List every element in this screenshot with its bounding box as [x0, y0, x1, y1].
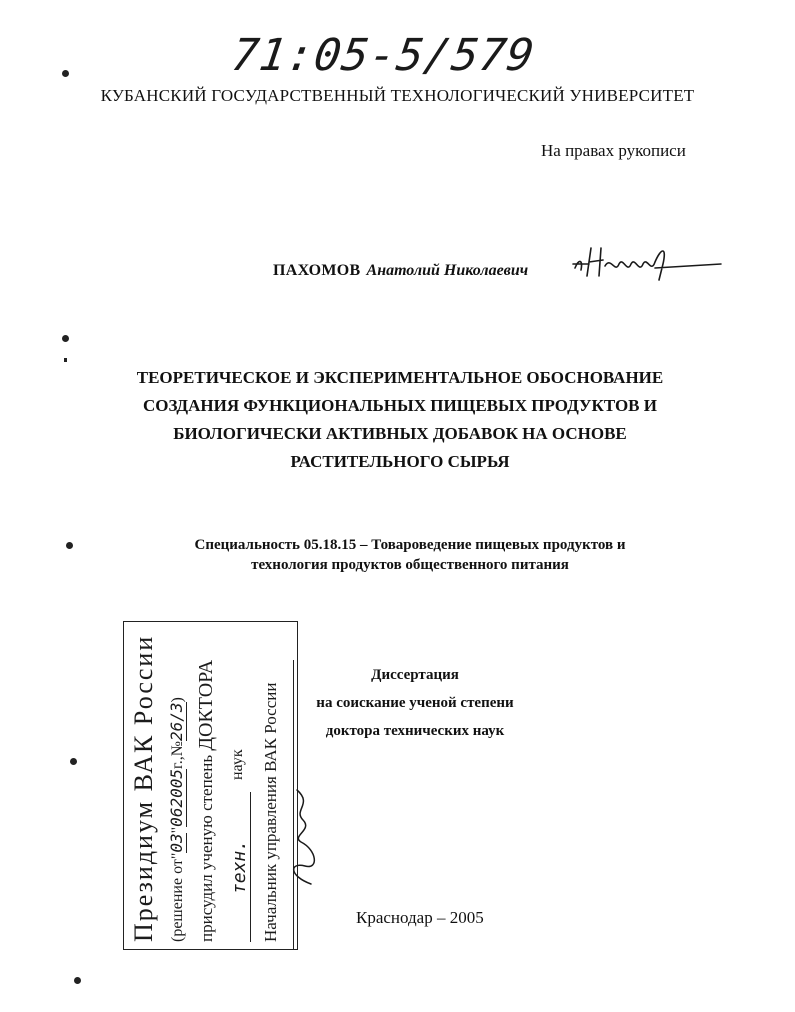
decision-year: 2005	[167, 769, 186, 808]
dissertation-title	[100, 364, 700, 476]
decision-prefix: (решение от	[169, 859, 186, 942]
awarded-degree: ДОКТОРА	[195, 659, 217, 751]
punch-hole-mark	[64, 358, 67, 362]
specialty-line: Специальность 05.18.15 – Товароведение пищевых продуктов и	[194, 537, 626, 553]
title-line: СОЗДАНИЯ ФУНКЦИОНАЛЬНЫХ ПИЩЕВЫХ ПРОДУКТОВ И	[143, 396, 657, 415]
title-line: ТЕОРЕТИЧЕСКОЕ И ЭКСПЕРИМЕНТАЛЬНОЕ ОБОСНОВАНИЕ	[136, 368, 664, 387]
author-signature	[571, 238, 731, 288]
author-given-names: Анатолий Николаевич	[366, 262, 529, 279]
decision-year-suffix: г.,	[169, 756, 186, 770]
punch-hole-mark	[74, 977, 81, 984]
decision-month: 06	[167, 807, 186, 827]
decision-number: 26/3	[167, 702, 186, 741]
vak-stamp	[123, 610, 323, 950]
stamp-official: Начальник управления ВАК России	[261, 682, 280, 942]
decision-number-label: №	[169, 740, 186, 757]
awarded-text: присудил ученую степень	[197, 754, 216, 942]
stamp-sciences-word: наук	[229, 749, 246, 780]
decision-close: )	[169, 697, 186, 703]
stamp-signature	[283, 770, 323, 890]
place-and-year: Краснодар – 2005	[356, 908, 484, 927]
degree-purpose: на соискание ученой степени	[316, 695, 514, 711]
specialty	[140, 535, 680, 575]
degree-statement	[290, 661, 540, 745]
punch-hole-mark	[66, 542, 73, 549]
punch-hole-mark	[62, 70, 69, 77]
stamp-header: Президиум ВАК России	[129, 634, 158, 942]
author-surname: ПАХОМОВ	[273, 262, 361, 279]
author-name	[273, 262, 528, 280]
stamp-awarded	[195, 660, 218, 942]
specialty-line: технология продуктов общественного питания	[251, 557, 569, 573]
university-name: КУБАНСКИЙ ГОСУДАРСТВЕННЫЙ ТЕХНОЛОГИЧЕСКИЙ УНИВЕРСИТЕТ	[100, 86, 695, 105]
stamp-decision: (решение от"03"062005г.,№26/3)	[167, 697, 186, 942]
stamp-field-line	[229, 792, 251, 942]
stamp-field: техн.	[229, 792, 251, 942]
decision-day: 03	[167, 833, 186, 853]
archive-number: 71:05-5/579	[228, 30, 538, 81]
dissertation-label: Диссертация	[371, 667, 459, 683]
punch-hole-mark	[70, 758, 77, 765]
degree-name: доктора технических наук	[325, 723, 505, 739]
punch-hole-mark	[62, 335, 69, 342]
title-line: БИОЛОГИЧЕСКИ АКТИВНЫХ ДОБАВОК НА ОСНОВЕ	[173, 424, 627, 443]
manuscript-note: На правах рукописи	[541, 141, 686, 160]
title-line: РАСТИТЕЛЬНОГО СЫРЬЯ	[290, 452, 510, 471]
